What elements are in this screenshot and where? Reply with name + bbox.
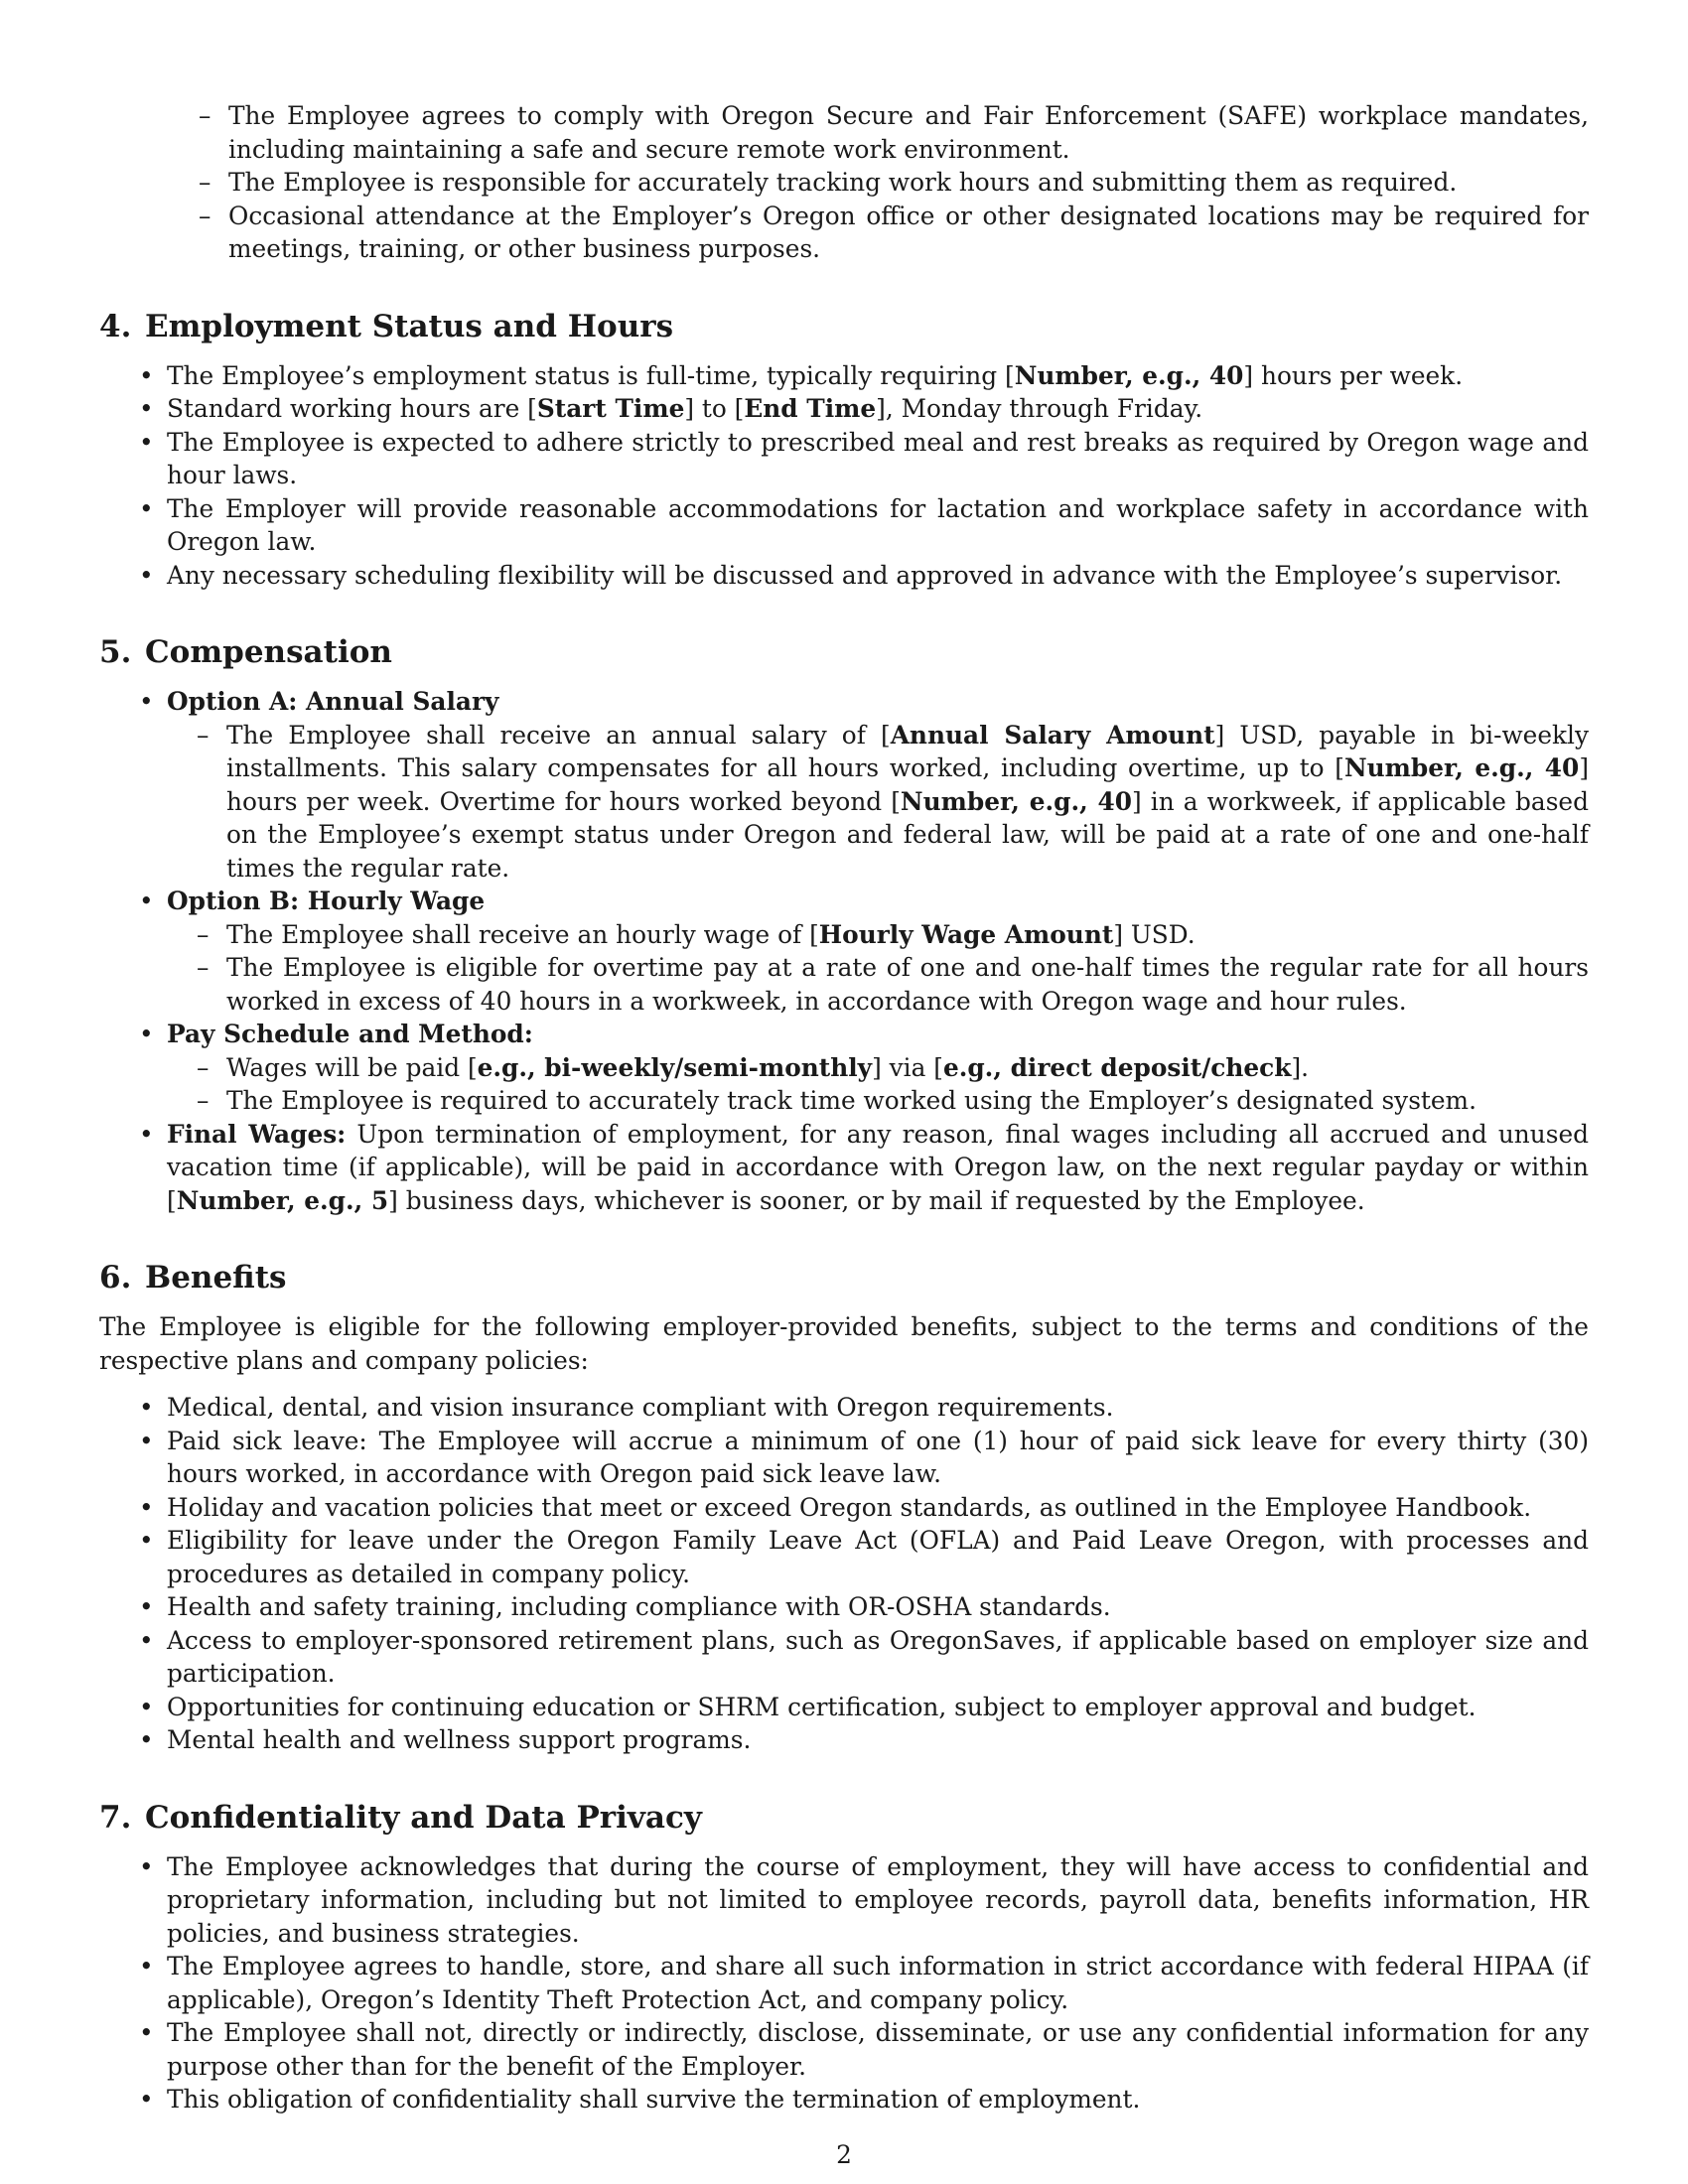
option-a-label: Option A: Annual Salary bbox=[167, 687, 499, 716]
placeholder-annual-salary: Annual Salary Amount bbox=[890, 720, 1215, 750]
list-item: – The Employee is responsible for accurately tracking work hours and submitting them as required. bbox=[228, 166, 1589, 200]
section-heading-compensation bbox=[99, 633, 1589, 671]
benefits-intro: The Employee is eligible for the following employer-provided benefits, subject to the terms and conditions of the respective plans and company policies: bbox=[99, 1312, 1589, 1375]
confidentiality-list bbox=[167, 1850, 1589, 2116]
list-item: • Holiday and vacation policies that meet or exceed Oregon standards, as outlined in the Employee Handbook. bbox=[167, 1491, 1589, 1525]
placeholder-hourly-wage: Hourly Wage Amount bbox=[818, 919, 1114, 949]
section-title: Benefits bbox=[145, 1260, 287, 1296]
list-item: • The Employee is expected to adhere strictly to prescribed meal and rest breaks as required by Oregon wage and hour laws. bbox=[167, 426, 1589, 492]
text: ] hours per week. bbox=[1243, 360, 1464, 390]
list-item: • Eligibility for leave under the Oregon Family Leave Act (OFLA) and Paid Leave Oregon, with processes and procedures as detailed in company policy. bbox=[167, 1524, 1589, 1590]
text: ] USD, payable in bi-weekly installments. This salary compensates for all hours worked, including overtime, up to [ bbox=[226, 720, 1589, 782]
text: The Employee shall receive an hourly wage of [ bbox=[226, 919, 819, 949]
text: ] USD. bbox=[1113, 919, 1196, 949]
benefits-list bbox=[167, 1391, 1589, 1757]
text: ] business days, whichever is sooner, or by mail if requested by the Employee. bbox=[388, 1185, 1365, 1215]
section-number: 5. bbox=[99, 634, 132, 670]
list-item: • Paid sick leave: The Employee will accrue a minimum of one (1) hour of paid sick leave for every thirty (30) hours worked, in accordance with Oregon paid sick leave law. bbox=[167, 1425, 1589, 1491]
section-title: Compensation bbox=[145, 634, 392, 670]
pay-schedule-sublist bbox=[226, 1051, 1589, 1118]
list-item: • The Employer will provide reasonable accommodations for lactation and workplace safety in accordance with Oregon law. bbox=[167, 492, 1589, 559]
section-heading-confidentiality bbox=[99, 1799, 1589, 1837]
section-heading-benefits bbox=[99, 1259, 1589, 1297]
text: Upon termination of employment, for any reason, final wages including all accrued and unused vacation time (if applicable), will be paid in accordance with Oregon law, on the next regular payday or within [ bbox=[167, 1119, 1589, 1215]
text: The Employee’s employment status is full-time, typically requiring [ bbox=[167, 360, 1015, 390]
list-item: • The Employee acknowledges that during the course of employment, they will have access to confidential and proprietary information, including but not limited to employee records, payroll data, benefits information, HR policies, and business strategies. bbox=[167, 1850, 1589, 1951]
section-number: 4. bbox=[99, 308, 132, 344]
list-item: • Opportunities for continuing education or SHRM certification, subject to employer approval and budget. bbox=[167, 1691, 1589, 1724]
text: ] hours per week. Overtime for hours worked beyond [ bbox=[226, 753, 1589, 816]
placeholder-start-time: Start Time bbox=[536, 394, 685, 423]
page-number: 2 bbox=[836, 2140, 852, 2169]
placeholder-pay-frequency: e.g., bi-weekly/semi-monthly bbox=[477, 1052, 873, 1082]
text: The Employee shall receive an annual salary of [ bbox=[226, 720, 891, 750]
list-item-option-b bbox=[167, 885, 1589, 1018]
section-number: 7. bbox=[99, 1799, 132, 1836]
list-item: – The Employee is required to accurately track time worked using the Employer’s designated system. bbox=[226, 1084, 1589, 1118]
list-item bbox=[226, 719, 1589, 886]
placeholder-hours: Number, e.g., 40 bbox=[1014, 360, 1244, 390]
placeholder-hours: Number, e.g., 40 bbox=[900, 786, 1133, 816]
list-item bbox=[167, 359, 1589, 393]
final-wages-label: Final Wages: bbox=[167, 1119, 347, 1149]
list-item: • The Employee shall not, directly or indirectly, disclose, disseminate, or use any confidential information for any purpose other than for the benefit of the Employer. bbox=[167, 2016, 1589, 2083]
list-item: • Health and safety training, including compliance with OR-OSHA standards. bbox=[167, 1590, 1589, 1624]
section-number: 6. bbox=[99, 1260, 132, 1296]
placeholder-pay-method: e.g., direct deposit/check bbox=[942, 1052, 1292, 1082]
list-item bbox=[167, 392, 1589, 426]
placeholder-end-time: End Time bbox=[744, 394, 877, 423]
text: ] in a workweek, if applicable based on the Employee’s exempt status under Oregon and federal law, will be paid at a rate of one and one-half times the regular rate. bbox=[226, 786, 1589, 883]
text: ]. bbox=[1291, 1052, 1309, 1082]
list-item: – The Employee agrees to comply with Oregon Secure and Fair Enforcement (SAFE) workplace mandates, including maintaining a safe and secure remote work environment. bbox=[228, 99, 1589, 166]
list-item: • Medical, dental, and vision insurance compliant with Oregon requirements. bbox=[167, 1391, 1589, 1425]
list-item: • Any necessary scheduling flexibility will be discussed and approved in advance with the Employee’s supervisor. bbox=[167, 559, 1589, 593]
section-heading-employment-status bbox=[99, 308, 1589, 345]
pay-schedule-label: Pay Schedule and Method: bbox=[167, 1020, 533, 1048]
list-item: • This obligation of confidentiality shall survive the termination of employment. bbox=[167, 2083, 1589, 2116]
list-item-final-wages bbox=[167, 1118, 1589, 1218]
section-title: Employment Status and Hours bbox=[145, 308, 674, 344]
list-item bbox=[226, 918, 1589, 952]
employment-status-list bbox=[167, 359, 1589, 593]
text: Standard working hours are [ bbox=[167, 394, 537, 423]
placeholder-business-days: Number, e.g., 5 bbox=[176, 1185, 389, 1215]
text: Wages will be paid [ bbox=[226, 1052, 478, 1082]
placeholder-hours: Number, e.g., 40 bbox=[1343, 753, 1580, 782]
document-page bbox=[99, 99, 1589, 2116]
list-item-option-a bbox=[167, 685, 1589, 885]
list-item: – The Employee is eligible for overtime pay at a rate of one and one-half times the regular rate for all hours worked in excess of 40 hours in a workweek, in accordance with Oregon wage and hour rules. bbox=[226, 951, 1589, 1018]
list-item bbox=[226, 1051, 1589, 1085]
list-item-pay-schedule bbox=[167, 1018, 1589, 1118]
list-item: • Mental health and wellness support programs. bbox=[167, 1723, 1589, 1757]
option-b-sublist bbox=[226, 918, 1589, 1019]
text: ], Monday through Friday. bbox=[876, 394, 1203, 423]
option-a-sublist bbox=[226, 719, 1589, 886]
section-title: Confidentiality and Data Privacy bbox=[145, 1799, 702, 1836]
text: ] via [ bbox=[872, 1052, 943, 1082]
compensation-list bbox=[167, 685, 1589, 1217]
list-item: • Access to employer-sponsored retirement plans, such as OregonSaves, if applicable based on employer size and participation. bbox=[167, 1624, 1589, 1691]
intro-list bbox=[228, 99, 1589, 266]
text: ] to [ bbox=[684, 394, 745, 423]
list-item: • The Employee agrees to handle, store, and share all such information in strict accordance with federal HIPAA (if applicable), Oregon’s Identity Theft Protection Act, and company policy. bbox=[167, 1950, 1589, 2016]
option-b-label: Option B: Hourly Wage bbox=[167, 887, 486, 915]
list-item: – Occasional attendance at the Employer’s Oregon office or other designated locations may be required for meetings, training, or other business purposes. bbox=[228, 200, 1589, 266]
